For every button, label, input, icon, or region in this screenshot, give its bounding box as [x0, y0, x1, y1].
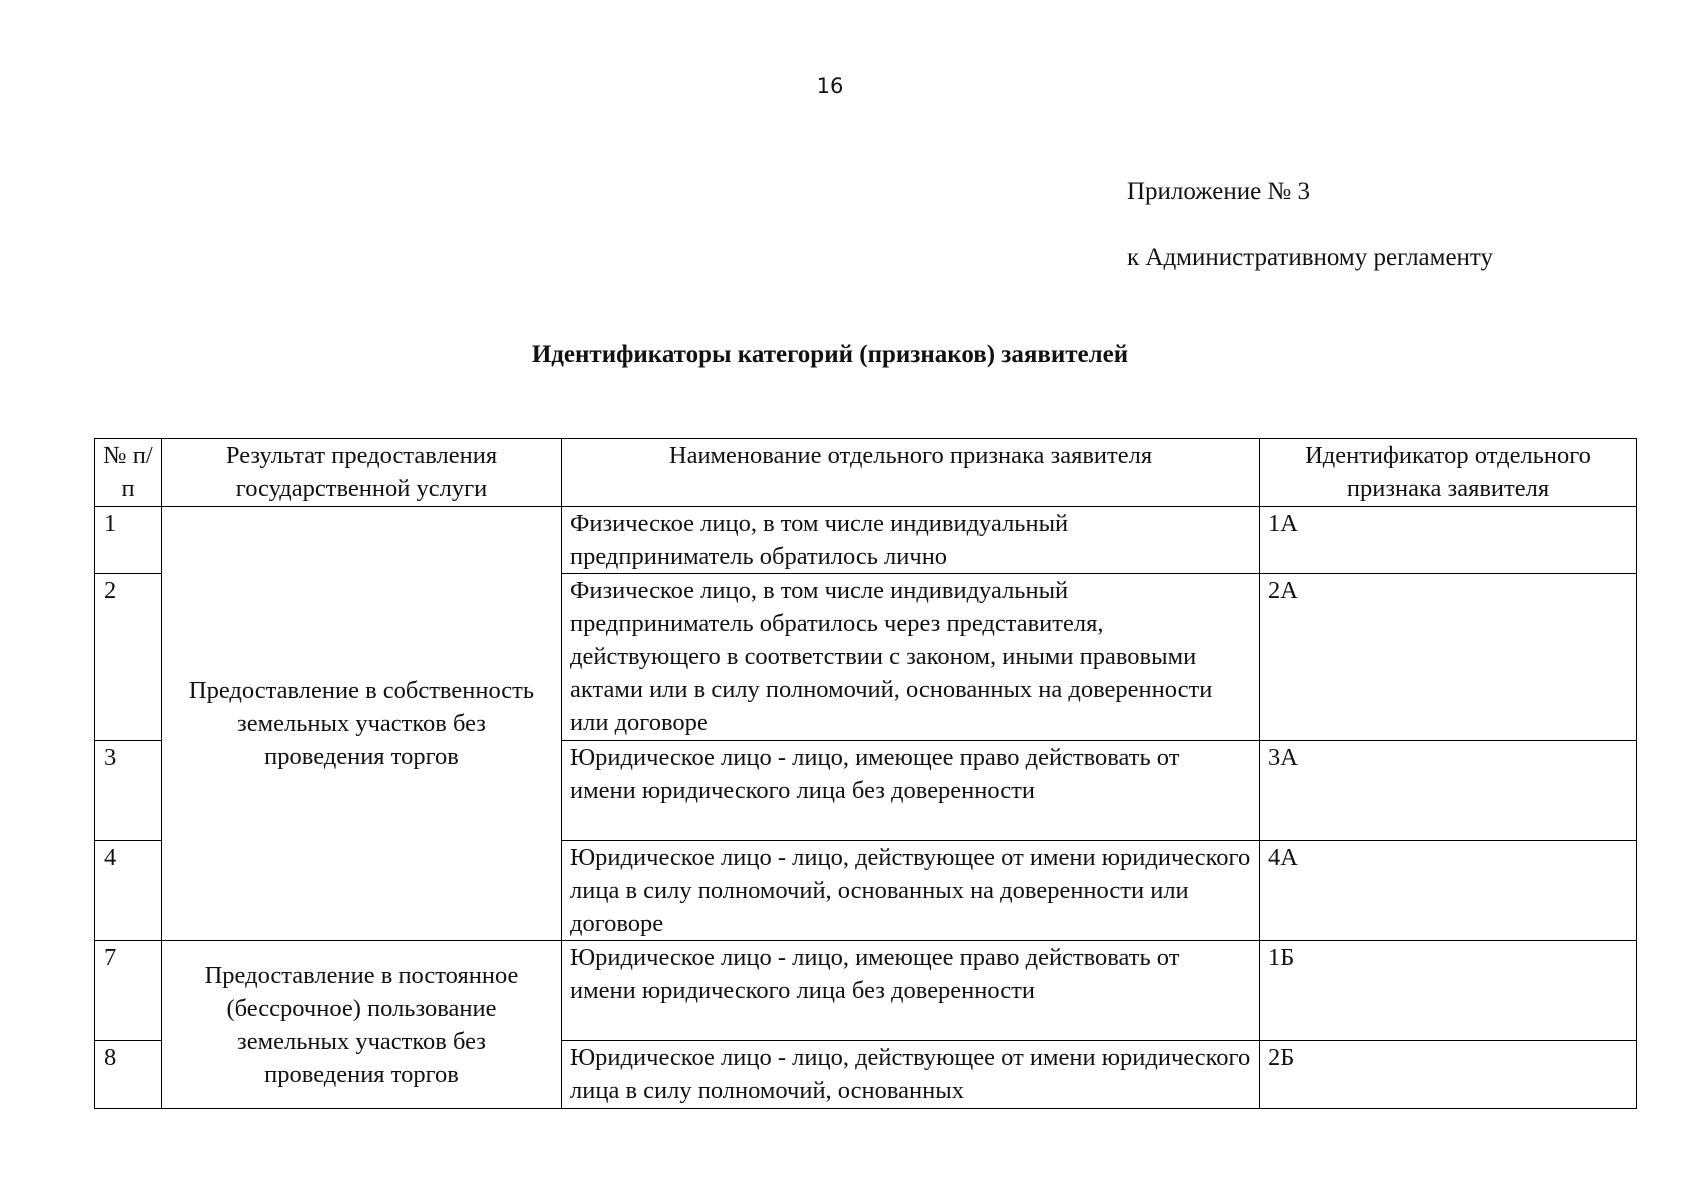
appendix-reference: к Административному регламенту	[1127, 244, 1494, 271]
document-title: Идентификаторы категорий (признаков) заявителей	[531, 341, 1129, 368]
feature-name: Физическое лицо, в том числе индивидуальный предприниматель обратилось через представителя, действующего в соответствии с законом, иными правовыми актами или в силу полномочий, основанных на доверенности или договоре	[562, 574, 1260, 741]
row-number: 8	[95, 1041, 162, 1109]
row-number: 1	[95, 507, 162, 574]
feature-id: 2А	[1260, 574, 1637, 741]
result-cell: Предоставление в собственность земельных участков без проведения торгов	[162, 507, 562, 941]
table-row	[95, 941, 1637, 1041]
result-cell: Предоставление в постоянное (бессрочное) пользование земельных участков без проведения торгов	[162, 941, 562, 1109]
feature-name: Физическое лицо, в том числе индивидуальный предприниматель обратилось лично	[562, 507, 1260, 574]
feature-name: Юридическое лицо - лицо, имеющее право действовать от имени юридического лица без доверенности	[562, 941, 1260, 1041]
header-number: № п/п	[95, 439, 162, 507]
page-number: 16	[816, 74, 844, 98]
header-result: Результат предоставления государственной услуги	[162, 439, 562, 507]
applicant-identifiers-table	[94, 438, 1637, 1109]
table-header-row	[95, 439, 1637, 507]
row-number: 4	[95, 841, 162, 941]
feature-name: Юридическое лицо - лицо, действующее от имени юридического лица в силу полномочий, основанных на доверенности или договоре	[562, 841, 1260, 941]
row-number: 2	[95, 574, 162, 741]
row-number: 3	[95, 741, 162, 841]
feature-id: 2Б	[1260, 1041, 1637, 1109]
row-number: 7	[95, 941, 162, 1041]
feature-id: 3А	[1260, 741, 1637, 841]
appendix-label: Приложение № 3	[1127, 178, 1311, 205]
feature-name: Юридическое лицо - лицо, действующее от имени юридического лица в силу полномочий, основанных	[562, 1041, 1260, 1109]
feature-name: Юридическое лицо - лицо, имеющее право действовать от имени юридического лица без доверенности	[562, 741, 1260, 841]
header-feature-id: Идентификатор отдельного признака заявителя	[1260, 439, 1637, 507]
feature-id: 1Б	[1260, 941, 1637, 1041]
table-row	[95, 507, 1637, 574]
feature-id: 1А	[1260, 507, 1637, 574]
header-feature-name: Наименование отдельного признака заявителя	[562, 439, 1260, 507]
feature-id: 4А	[1260, 841, 1637, 941]
